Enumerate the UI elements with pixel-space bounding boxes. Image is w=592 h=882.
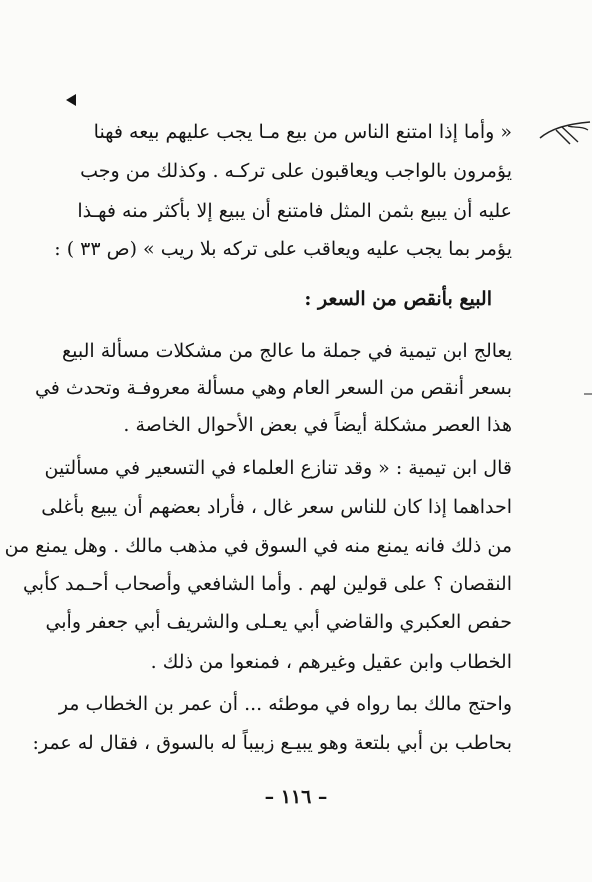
text-line-13: حفص العكبري والقاضي أبي يعـلى والشريف أبي جعفر وأبي	[45, 611, 512, 633]
text-line-2: يؤمرون بالواجب ويعاقبون على تركـه . وكذلك من وجب	[80, 160, 512, 182]
section-heading: البيع بأنقص من السعر :	[304, 288, 492, 310]
text-line-14: الخطاب وابن عقيل وغيرهم ، فمنعوا من ذلك .	[150, 651, 512, 673]
text-line-16: بحاطب بن أبي بلتعة وهو يبيـع زبيباً له بالسوق ، فقال له عمر:	[32, 732, 512, 754]
page-number: – ١١٦ –	[264, 786, 328, 808]
text-line-1: « وأما إذا امتنع الناس من بيع مـا يجب عليهم بيعه فهنا	[93, 121, 512, 143]
text-line-8: هذا العصر مشكلة أيضاً في بعض الأحوال الخاصة .	[123, 414, 512, 436]
text-line-7: بسعر أنقص من السعر العام وهي مسألة معروفـة وتحدث في	[34, 377, 512, 399]
text-line-11: من ذلك فانه يمنع منه في السوق في مذهب مالك . وهل يمنع من	[4, 535, 512, 557]
text-line-9: قال ابن تيمية : « وقد تنازع العلماء في التسعير في مسألتين	[44, 457, 512, 479]
text-line-6: يعالج ابن تيمية في جملة ما عالج من مشكلات مسألة البيع	[62, 340, 512, 362]
pen-annotation-icon	[538, 118, 592, 150]
text-line-12: النقصان ؟ على قولين لهم . وأما الشافعي وأصحاب أحـمد كأبي	[22, 573, 512, 595]
text-line-10: احداهما إذا كان للناس سعر غال ، فأراد بعضهم أن يبيع بأغلى	[41, 496, 512, 518]
triangle-marker-icon	[64, 93, 78, 107]
text-line-3: عليه أن يبيع بثمن المثل فامتنع أن يبيع إلا بأكثر منه فهـذا	[77, 200, 512, 222]
edge-tick-mark	[584, 392, 592, 396]
text-line-4: يؤمر بما يجب عليه ويعاقب على تركه بلا ريب » (ص ٣٣ ) :	[54, 238, 512, 260]
text-line-15: واحتج مالك بما رواه في موطئه ... أن عمر بن الخطاب مر	[58, 693, 512, 715]
